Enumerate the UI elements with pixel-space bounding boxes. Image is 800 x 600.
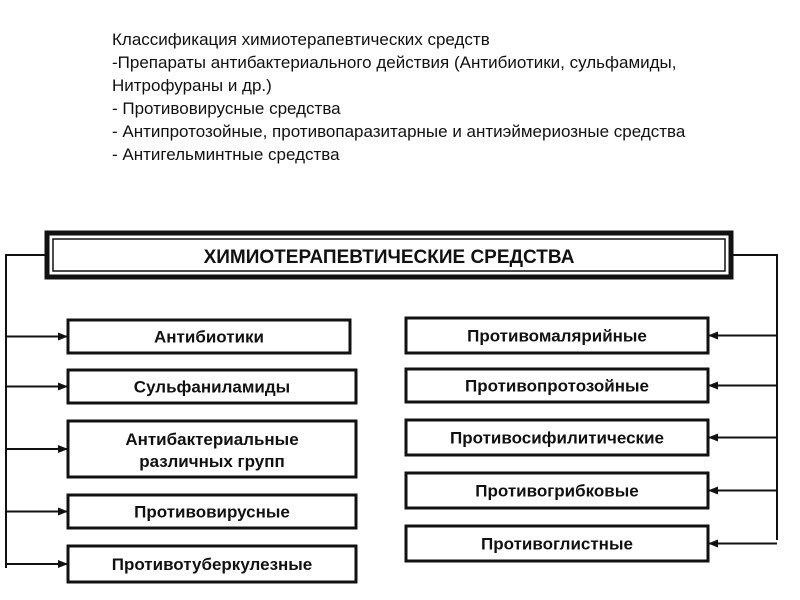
left-box-2	[68, 370, 356, 403]
right-box-4-label: Противогрибковые	[475, 481, 639, 501]
intro-item-antiviral: - Противовирусные средства	[112, 99, 341, 118]
left-box-4	[68, 495, 356, 528]
intro-heading: Классификация химиотерапевтических средств	[112, 30, 490, 49]
right-box-2	[406, 369, 708, 402]
right-box-3	[406, 420, 708, 455]
right-box-5	[406, 526, 708, 561]
left-box-2-label: Сульфаниламиды	[133, 377, 291, 397]
intro-item-antiprotozoal: - Антипротозойные, противопаразитарные и антиэймериозные средства	[112, 122, 686, 141]
left-box-1-label: Антибиотики	[154, 327, 264, 347]
left-box-5	[68, 546, 356, 582]
right-box-3-label: Противосифилитические	[450, 428, 664, 448]
left-box-1	[68, 320, 350, 353]
left-box-4-label: Противовирусные	[134, 502, 290, 522]
left-box-3	[68, 421, 356, 477]
left-box-group	[68, 320, 356, 582]
right-box-4	[406, 473, 708, 508]
intro-item-anthelmintic: - Антигельминтные средства	[112, 145, 340, 164]
left-box-3-label-line-2: различных групп	[139, 452, 285, 471]
title-box	[47, 233, 731, 277]
right-box-1	[406, 318, 708, 353]
diagram-title: ХИМИОТЕРАПЕВТИЧЕСКИЕ СРЕДСТВА	[203, 247, 575, 268]
right-box-5-label: Противоглистные	[481, 534, 633, 554]
right-box-2-label: Противопротозойные	[465, 376, 649, 396]
left-trunk-line	[6, 255, 47, 568]
right-trunk-line	[731, 255, 777, 540]
left-box-5-label: Противотуберкулезные	[111, 555, 313, 574]
right-box-1-label: Противомалярийные	[467, 326, 647, 346]
intro-item-antibacterial: -Препараты антибактериального действия (Антибиотики, сульфамиды, Нитрофураны и др.)	[112, 53, 677, 95]
left-box-3-label-line-1: Антибактериальные	[125, 430, 299, 449]
right-box-group	[406, 318, 708, 561]
